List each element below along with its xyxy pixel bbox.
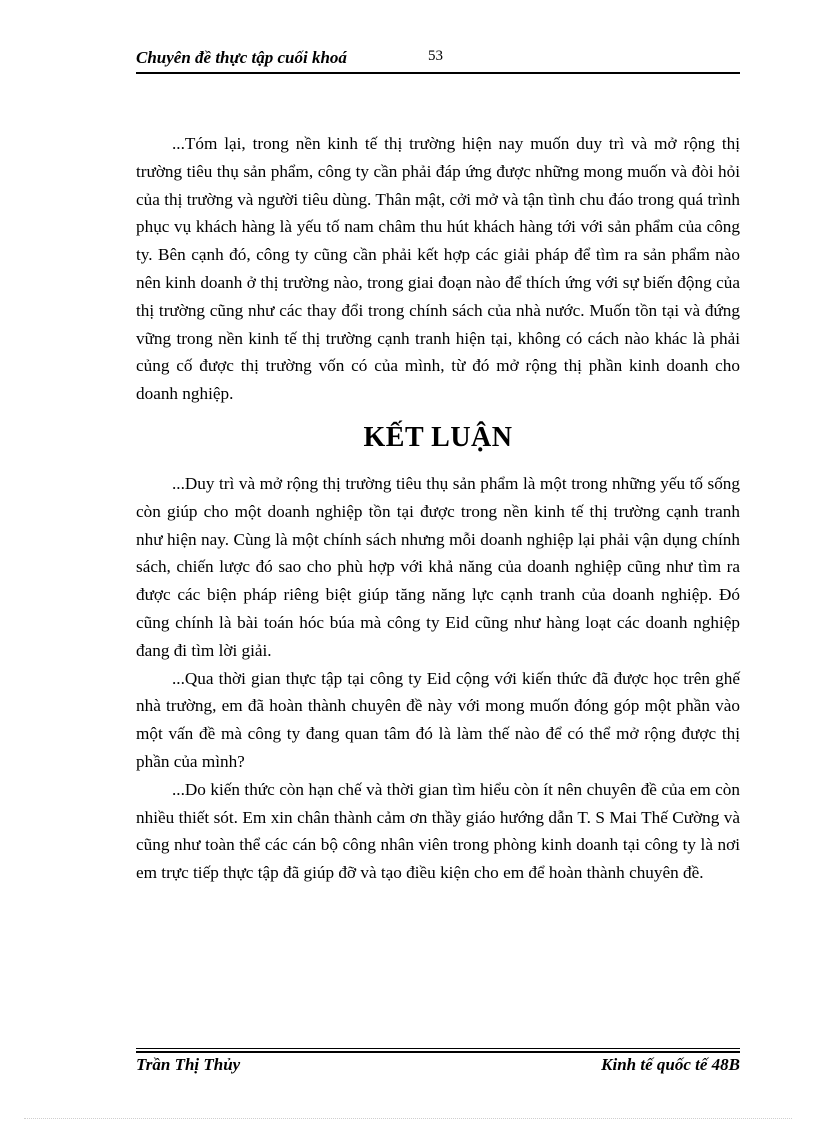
summary-paragraph: ...Tóm lại, trong nền kinh tế thị trường hiện nay muốn duy trì và mở rộng thị trường tiêu thụ sản phẩm, công ty cần phải đáp ứng được những mong muốn và đòi hỏi của thị trường và người tiêu dùng. Thân mật, cởi mở và tận tình chu đáo trong quá trình phục vụ khách hàng là yếu tố nam châm thu hút khách hàng tới với sản phẩm của công ty. Bên cạnh đó, công ty cũng cần phải kết hợp các giải pháp để tìm ra sản phẩm nào nên kinh doanh ở thị trường nào, trong giai đoạn nào để thích ứng với sự biến động của thị trường cũng như các thay đổi trong chính sách của nhà nước. Muốn tồn tại và đứng vững trong nền kinh tế thị trường cạnh tranh hiện tại, không có cách nào khác là phải củng cố được thị trường vốn có của mình, từ đó mở rộng thị phần kinh doanh cho doanh nghiệp. xyxy=(136,134,740,404)
conclusion-heading: KẾT LUẬN xyxy=(363,421,513,453)
page-edge-divider xyxy=(24,1118,792,1119)
conclusion-paragraph-1: ...Duy trì và mở rộng thị trường tiêu thụ sản phẩm là một trong những yếu tố sống còn giúp cho một doanh nghiệp tồn tại được trong nền kinh tế thị trường cạnh tranh như hiện nay. Cùng là một chính sách nhưng mỗi doanh nghiệp lại phải vận dụng chính sách, chiến lược đó sao cho phù hợp với khả năng của doanh nghiệp cũng như tìm ra được các biện pháp riêng biệt giúp tăng năng lực cạnh tranh của doanh nghiệp. Đó cũng chính là bài toán hóc búa mà công ty Eid cũng như hàng loạt các doanh nghiệp đang đi tìm lời giải. xyxy=(136,473,740,660)
footer-author: Trần Thị Thủy xyxy=(136,1055,241,1074)
conclusion-paragraph-2: ...Qua thời gian thực tập tại công ty Eid cộng với kiến thức đã được học trên ghế nhà trường, em đã hoàn thành chuyên đề này với mong muốn đóng góp một phần vào một vấn đề mà công ty đang quan tâm đó là làm thế nào để có thể mở rộng được thị phần của mình? xyxy=(136,668,740,771)
document-body xyxy=(136,130,740,887)
header-divider xyxy=(136,72,740,74)
footer-class: Kinh tế quốc tế 48B xyxy=(601,1055,740,1074)
header-title: Chuyên đề thực tập cuối khoá xyxy=(136,48,347,67)
footer-divider-thick xyxy=(136,1051,740,1053)
page-number: 53 xyxy=(428,48,443,64)
footer-divider-thin xyxy=(136,1048,740,1049)
conclusion-paragraph-3: ...Do kiến thức còn hạn chế và thời gian tìm hiểu còn ít nên chuyên đề của em còn nhiều thiết sót. Em xin chân thành cảm ơn thầy giáo hướng dẫn T. S Mai Thế Cường và cũng như toàn thể các cán bộ công nhân viên trong phòng kinh doanh tại công ty là nơi em trực tiếp thực tập đã giúp đỡ và tạo điều kiện cho em để hoàn thành chuyên đề. xyxy=(136,779,740,883)
page-footer xyxy=(136,1055,740,1079)
page-header xyxy=(136,48,740,70)
